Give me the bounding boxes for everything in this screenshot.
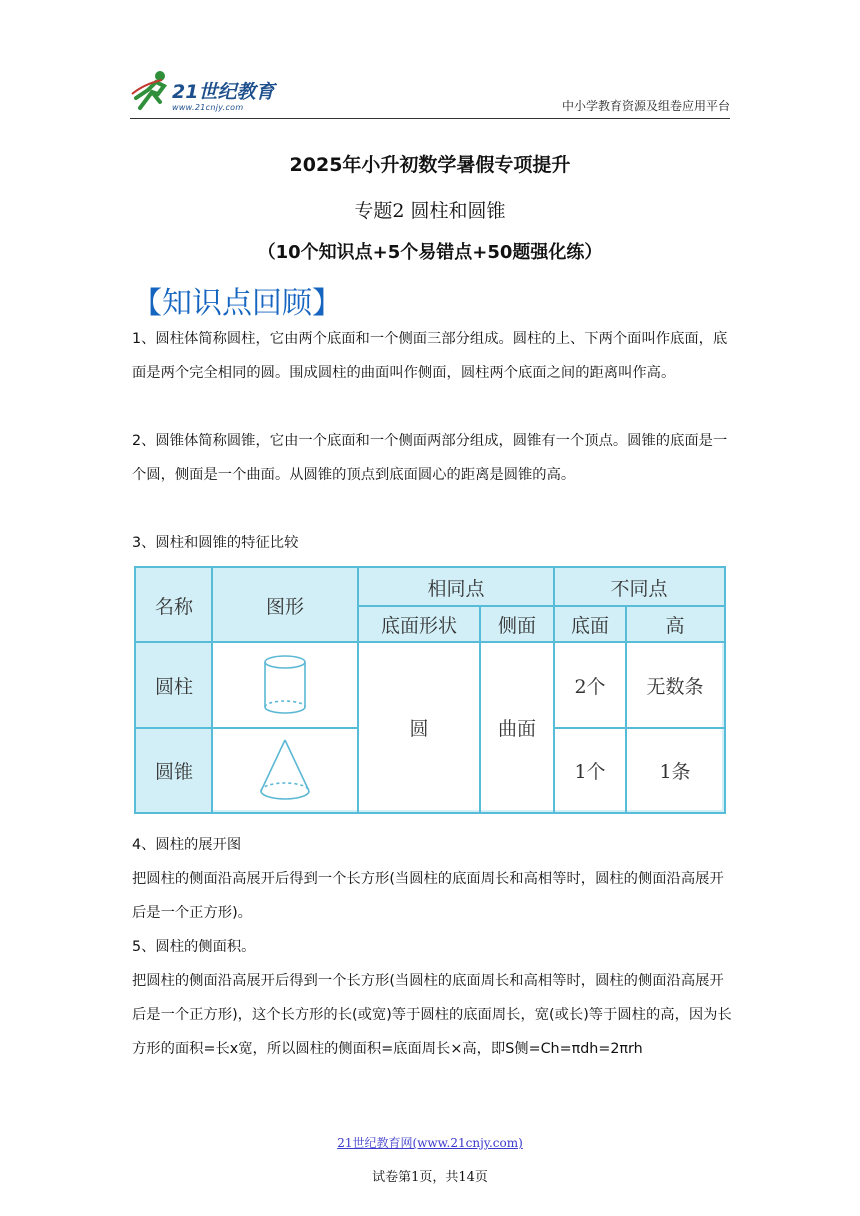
paragraph-7: 把圆柱的侧面沿高展开后得到一个长方形(当圆柱的底面周长和高相等时，圆柱的侧面沿高展开后是一个正方形)，这个长方形的长(或宽)等于圆柱的底面周长，宽(或长)等于圆柱的高，因为长方形的面积=长x宽，所以圆柱的侧面积=底面周长×高，即S侧=Ch=πdh=2πrh bbox=[132, 973, 732, 1057]
header-name: 名称 bbox=[154, 595, 193, 618]
cylinder-height-count: 无数条 bbox=[646, 675, 704, 698]
paragraph-2: 2、圆锥体简称圆锥，它由一个底面和一个侧面两部分组成，圆锥有一个顶点。圆锥的底面是一个圆，侧面是一个曲面。从圆锥的顶点到底面圆心的距离是圆锥的高。 bbox=[132, 433, 728, 483]
logo bbox=[130, 68, 280, 118]
cone-base-count: 1个 bbox=[574, 760, 606, 783]
section-heading: 【知识点回顾】 bbox=[132, 286, 342, 321]
header-height: 高 bbox=[665, 614, 685, 637]
paragraph-6: 5、圆柱的侧面积。 bbox=[132, 939, 256, 955]
footer-link[interactable]: 21世纪教育网(www.21cnjy.com) bbox=[337, 1136, 523, 1150]
paragraph-5: 把圆柱的侧面沿高展开后得到一个长方形(当圆柱的底面周长和高相等时，圆柱的侧面沿高展开后是一个正方形)。 bbox=[132, 871, 724, 921]
platform-name: 中小学教育资源及组卷应用平台 bbox=[561, 99, 730, 113]
cone-height-count: 1条 bbox=[659, 760, 691, 783]
header-base-shape: 底面形状 bbox=[380, 614, 457, 637]
comparison-table bbox=[134, 566, 726, 814]
main-title: 2025年小升初数学暑假专项提升 bbox=[289, 154, 571, 176]
logo-name: 21世纪教育 bbox=[172, 81, 275, 103]
same-base-shape: 圆 bbox=[409, 717, 429, 740]
header-diff: 不同点 bbox=[610, 577, 668, 600]
row-cylinder-name: 圆柱 bbox=[154, 675, 193, 698]
header-figure: 图形 bbox=[265, 595, 304, 618]
subtitle: （10个知识点+5个易错点+50题强化练） bbox=[257, 242, 603, 263]
cylinder-base-count: 2个 bbox=[574, 675, 606, 698]
header-side: 侧面 bbox=[497, 614, 536, 637]
topic-title: 专题2 圆柱和圆锥 bbox=[354, 200, 506, 222]
header-base: 底面 bbox=[570, 614, 609, 637]
page-number: 试卷第1页，共14页 bbox=[372, 1170, 488, 1185]
header-same: 相同点 bbox=[427, 577, 485, 600]
paragraph-4: 4、圆柱的展开图 bbox=[132, 837, 242, 853]
runner-icon bbox=[130, 68, 170, 112]
same-side: 曲面 bbox=[497, 717, 536, 740]
paragraph-1: 1、圆柱体简称圆柱，它由两个底面和一个侧面三部分组成。圆柱的上、下两个面叫作底面，底面是两个完全相同的圆。围成圆柱的曲面叫作侧面，圆柱两个底面之间的距离叫作高。 bbox=[132, 331, 728, 381]
paragraph-3: 3、圆柱和圆锥的特征比较 bbox=[132, 535, 299, 551]
page-header bbox=[130, 66, 730, 119]
logo-url: www.21cnjy.com bbox=[172, 103, 244, 112]
row-cone-name: 圆锥 bbox=[154, 760, 193, 783]
